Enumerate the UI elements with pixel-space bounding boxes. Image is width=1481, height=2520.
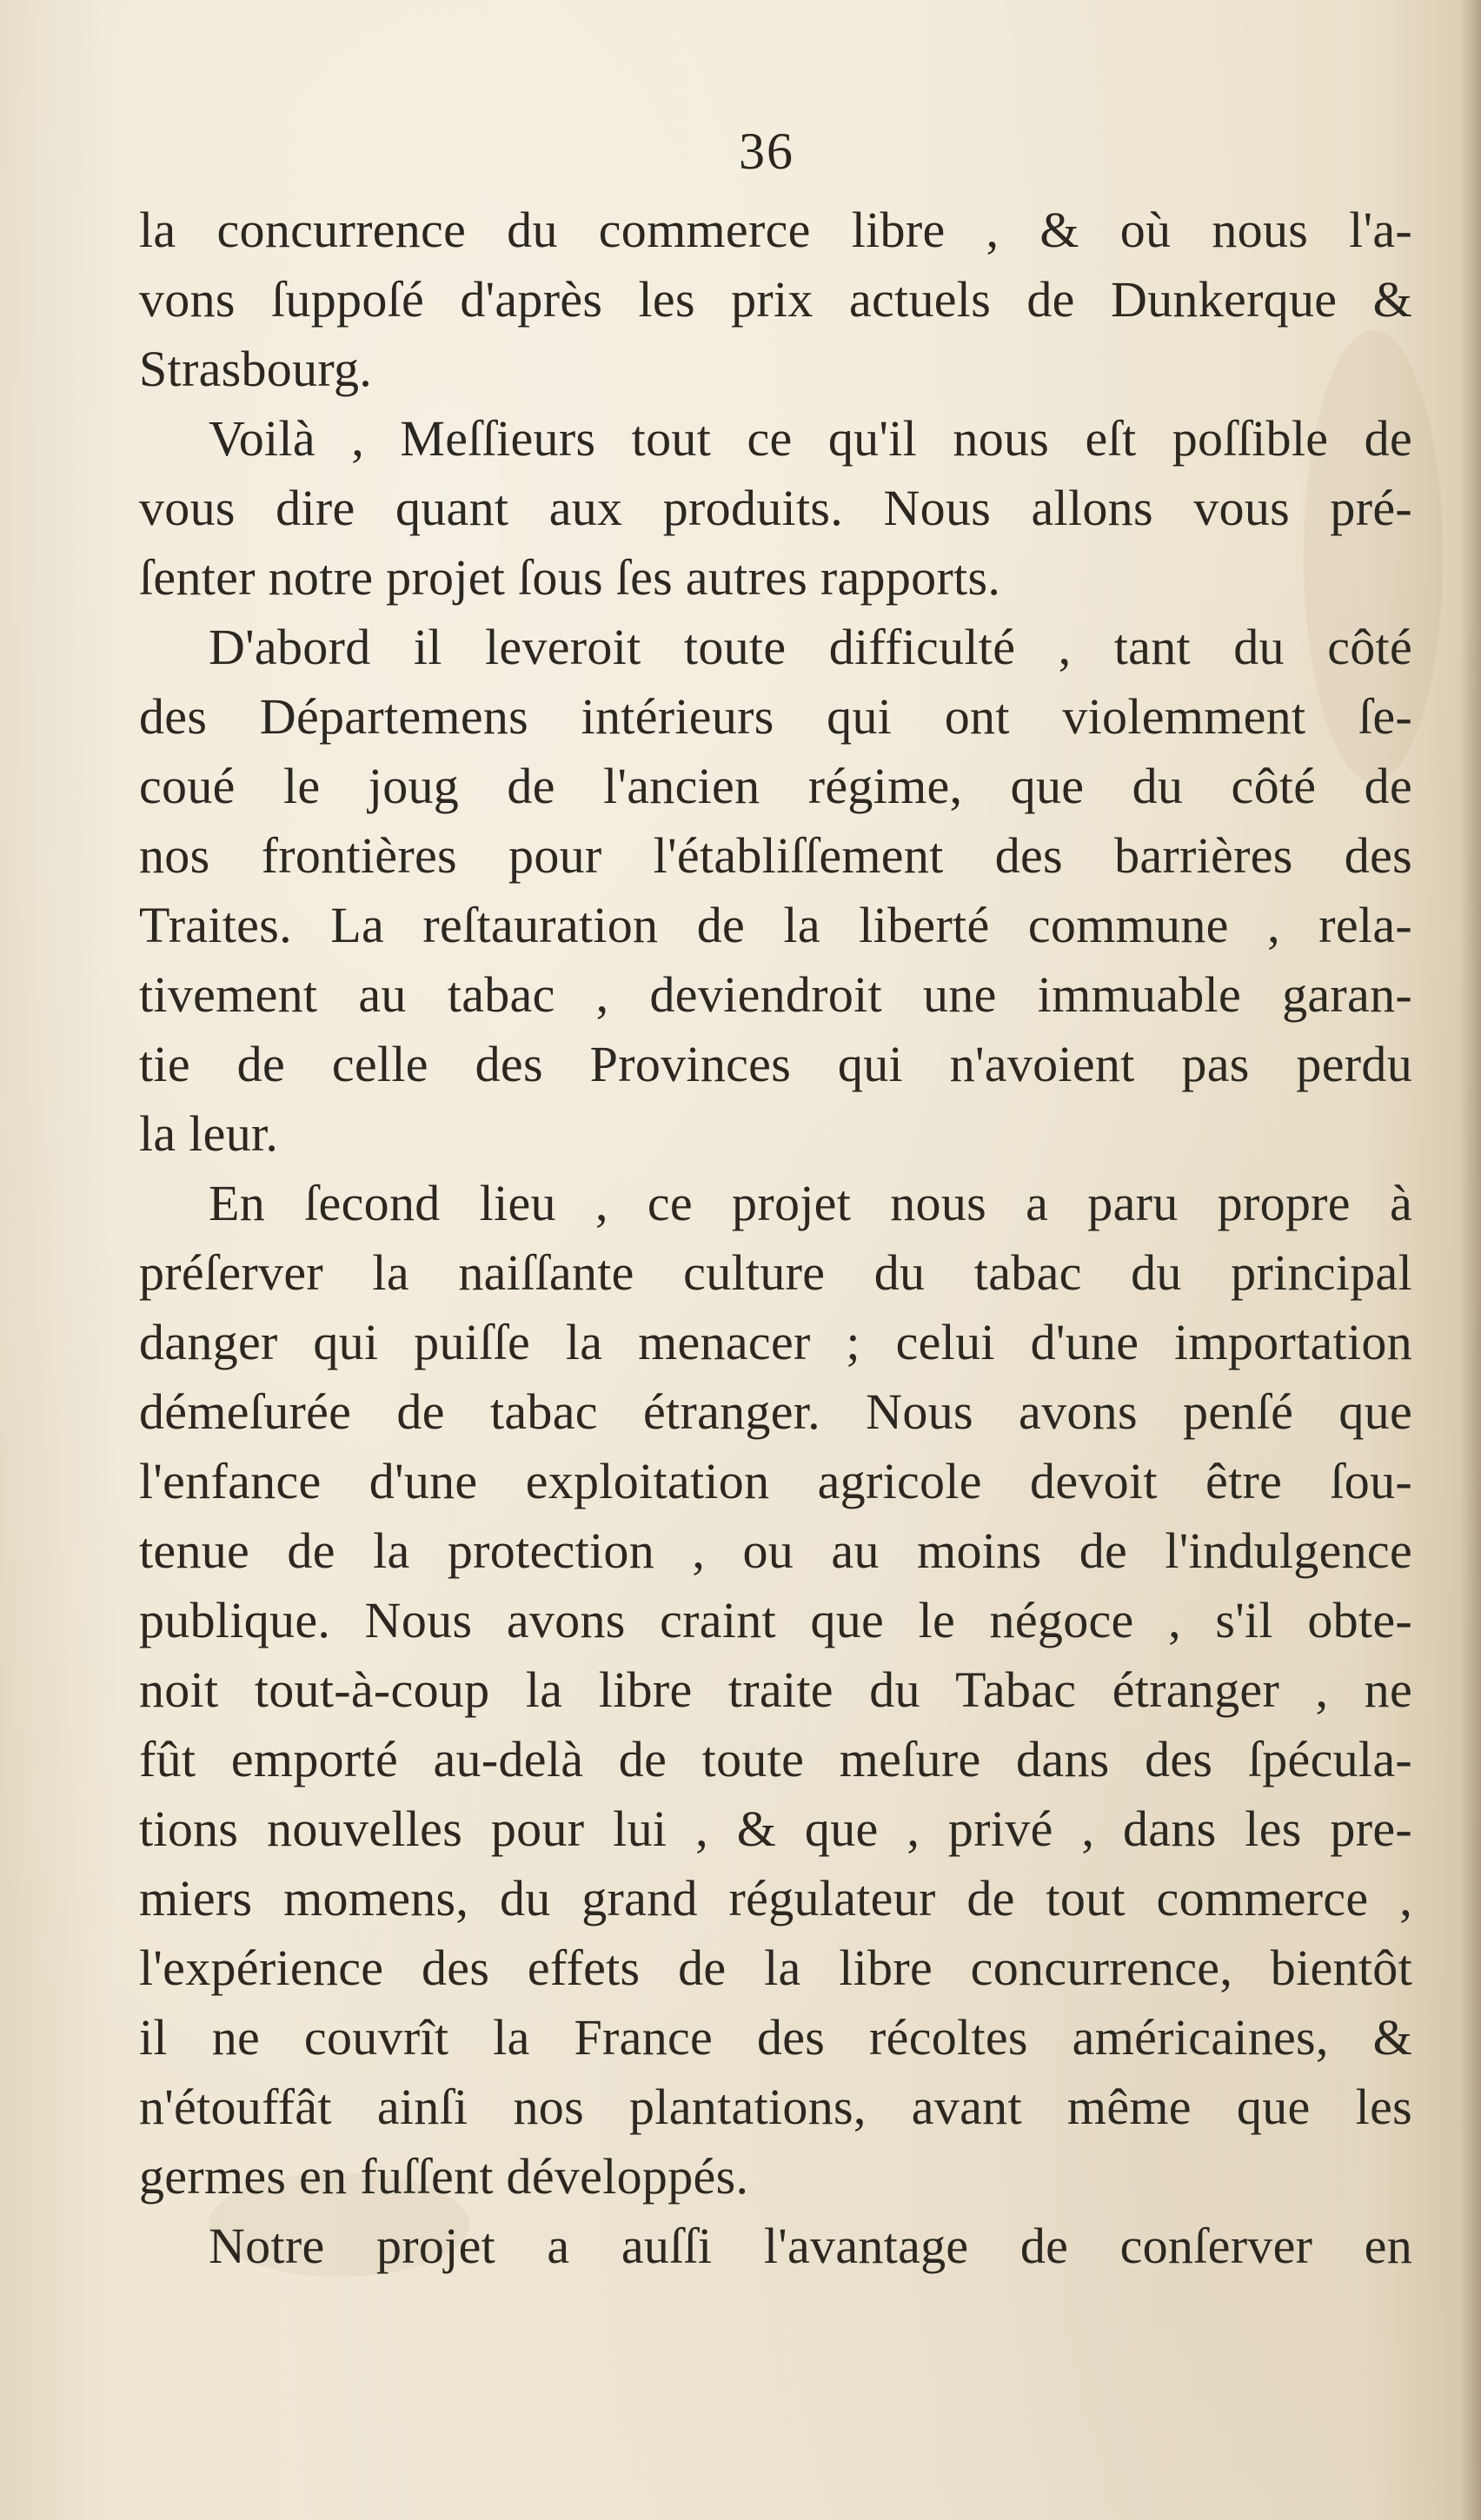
text-line: tivement au tabac , deviendroit une immuable garan- <box>139 966 1412 1023</box>
text-line: préſerver la naiſſante culture du tabac du principal <box>139 1244 1412 1301</box>
text-line: la leur. <box>139 1105 279 1162</box>
text-line: En ſecond lieu , ce projet nous a paru propre à <box>209 1175 1412 1231</box>
text-line: Strasbourg. <box>139 341 373 397</box>
text-line: ſenter notre projet ſous ſes autres rapports. <box>139 549 1001 606</box>
text-line: D'abord il leveroit toute difficulté , tant du côté <box>209 619 1412 675</box>
text-line: démeſurée de tabac étranger. Nous avons penſé que <box>139 1383 1412 1440</box>
page-number: 36 <box>739 123 794 180</box>
page-edge-shadow <box>1460 0 1481 2520</box>
text-line: Traites. La reſtauration de la liberté commune , rela- <box>139 897 1412 953</box>
text-line: miers momens, du grand régulateur de tout commerce , <box>139 1870 1412 1926</box>
text-line: noit tout-à-coup la libre traite du Tabac étranger , ne <box>139 1661 1412 1718</box>
text-line: Notre projet a auſſi l'avantage de conſerver en <box>209 2218 1412 2274</box>
text-line: des Départemens intérieurs qui ont violemment ſe- <box>139 688 1412 745</box>
text-line: tenue de la protection , ou au moins de l'indulgence <box>139 1522 1412 1579</box>
text-line: fût emporté au-delà de toute meſure dans des ſpécula- <box>139 1731 1412 1787</box>
text-line: il ne couvrît la France des récoltes américaines, & <box>139 2009 1412 2066</box>
text-line: l'expérience des effets de la libre concurrence, bientôt <box>139 1940 1412 1996</box>
text-line: vons ſuppoſé d'après les prix actuels de Dunkerque & <box>139 271 1412 328</box>
text-line: la concurrence du commerce libre , & où nous l'a- <box>139 202 1412 258</box>
text-line: Voilà , Meſſieurs tout ce qu'il nous eſt poſſible de <box>209 410 1412 467</box>
text-line: danger qui puiſſe la menacer ; celui d'une importation <box>139 1314 1412 1370</box>
text-line: coué le joug de l'ancien régime, que du côté de <box>139 758 1412 814</box>
text-line: publique. Nous avons craint que le négoce , s'il obte- <box>139 1592 1412 1648</box>
body-text <box>139 196 1412 2281</box>
text-line: n'étouffât ainſi nos plantations, avant même que les <box>139 2079 1412 2135</box>
text-line: tie de celle des Provinces qui n'avoient pas perdu <box>139 1036 1412 1092</box>
text-line: tions nouvelles pour lui , & que , privé , dans les pre- <box>139 1800 1412 1857</box>
text-line: nos frontières pour l'établiſſement des barrières des <box>139 827 1412 884</box>
text-line: l'enfance d'une exploitation agricole devoit être ſou- <box>139 1453 1412 1509</box>
text-line: vous dire quant aux produits. Nous allons vous pré- <box>139 480 1412 536</box>
text-line: germes en fuſſent développés. <box>139 2148 749 2205</box>
